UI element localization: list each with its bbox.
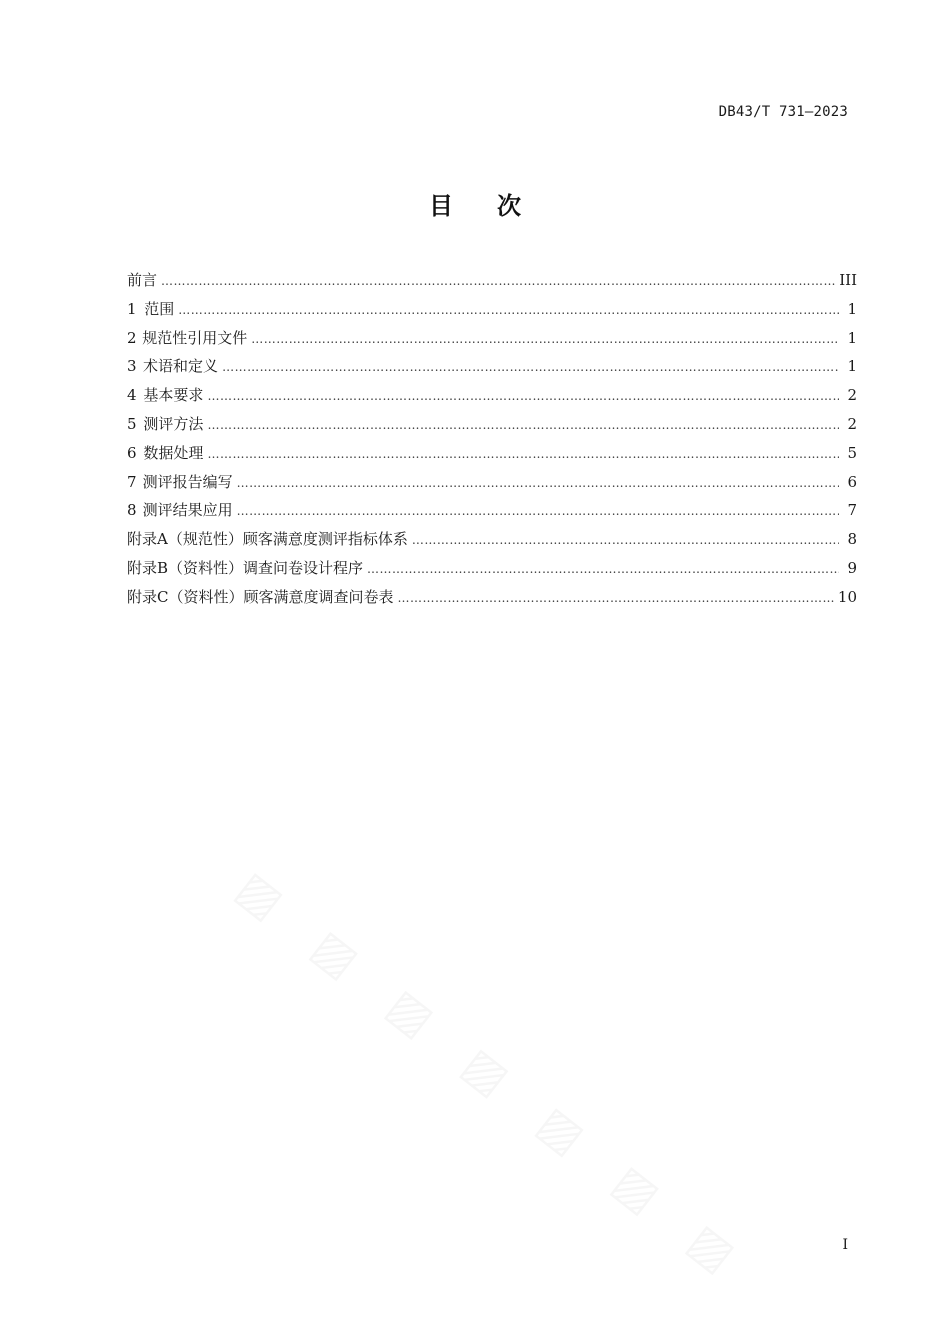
page-number: I — [842, 1237, 848, 1253]
toc-section-number: 8 — [127, 501, 137, 520]
toc-label: 规范性引用文件 — [142, 328, 248, 347]
toc-entry-terms-definitions[interactable] — [127, 352, 857, 381]
toc-page-number: III — [839, 271, 857, 289]
toc-entry-data-processing[interactable] — [127, 439, 857, 468]
toc-label: 范围 — [144, 299, 175, 318]
toc-label: 调查问卷设计程序 — [243, 558, 364, 577]
toc-section-number: 7 — [127, 472, 137, 491]
toc-page-number: 8 — [847, 530, 857, 549]
toc-page-number: 1 — [847, 357, 857, 376]
toc-section-number: 3 — [127, 357, 137, 376]
toc-entry-results-application[interactable] — [127, 496, 857, 525]
toc-entry-report-writing[interactable] — [127, 468, 857, 497]
toc-label: 测评报告编写 — [142, 472, 233, 491]
toc-entry-evaluation-methods[interactable] — [127, 410, 857, 439]
toc-entry-scope[interactable] — [127, 295, 857, 324]
toc-label: 测评结果应用 — [142, 501, 233, 520]
toc-section-number: 2 — [127, 328, 137, 347]
toc-leader-dots — [398, 584, 834, 613]
toc-page-number: 2 — [847, 414, 857, 433]
toc-label: 术语和定义 — [143, 357, 219, 376]
toc-leader-dots — [222, 353, 839, 382]
toc-appendix-label: 附录B（资料性） — [127, 558, 244, 577]
toc-appendix-label: 附录C（资料性） — [127, 587, 244, 606]
toc-entry-appendix-b[interactable] — [127, 554, 857, 583]
toc-leader-dots — [207, 382, 839, 411]
table-of-contents — [127, 266, 857, 612]
toc-entry-appendix-a[interactable] — [127, 525, 857, 554]
toc-page-number: 7 — [847, 501, 857, 520]
toc-page-number: 9 — [847, 558, 857, 577]
toc-leader-dots — [207, 440, 839, 469]
toc-entry-basic-requirements[interactable] — [127, 381, 857, 410]
toc-label: 顾客满意度测评指标体系 — [242, 530, 408, 549]
toc-entry-appendix-c[interactable] — [127, 583, 857, 612]
toc-leader-dots — [237, 469, 839, 498]
toc-label: 测评方法 — [143, 414, 204, 433]
toc-label: 前言 — [127, 271, 158, 289]
toc-page-number: 1 — [847, 299, 857, 318]
toc-entry-foreword[interactable] — [127, 266, 857, 295]
toc-section-number: 1 — [127, 299, 137, 318]
toc-leader-dots — [161, 267, 835, 296]
toc-leader-dots — [251, 325, 839, 354]
toc-page-number: 6 — [847, 472, 857, 491]
toc-leader-dots — [412, 526, 839, 555]
toc-page-number: 2 — [847, 386, 857, 405]
toc-section-number: 4 — [127, 386, 137, 405]
toc-leader-dots — [367, 555, 839, 584]
toc-label: 基本要求 — [143, 386, 204, 405]
toc-page-number: 1 — [847, 328, 857, 347]
toc-section-number: 5 — [127, 414, 137, 433]
toc-leader-dots — [237, 497, 839, 526]
toc-page-number: 10 — [837, 587, 857, 606]
faint-watermark — [227, 860, 670, 1223]
toc-entry-normative-references[interactable] — [127, 324, 857, 353]
toc-appendix-label: 附录A（规范性） — [127, 530, 243, 549]
toc-leader-dots — [207, 411, 839, 440]
toc-page-number: 5 — [847, 443, 857, 462]
toc-section-number: 6 — [127, 443, 137, 462]
toc-label: 数据处理 — [143, 443, 204, 462]
toc-title: 目次 — [429, 192, 565, 220]
standard-code: DB43/T 731—2023 — [718, 104, 848, 120]
toc-label: 顾客满意度调查问卷表 — [243, 587, 394, 606]
toc-leader-dots — [178, 296, 839, 325]
